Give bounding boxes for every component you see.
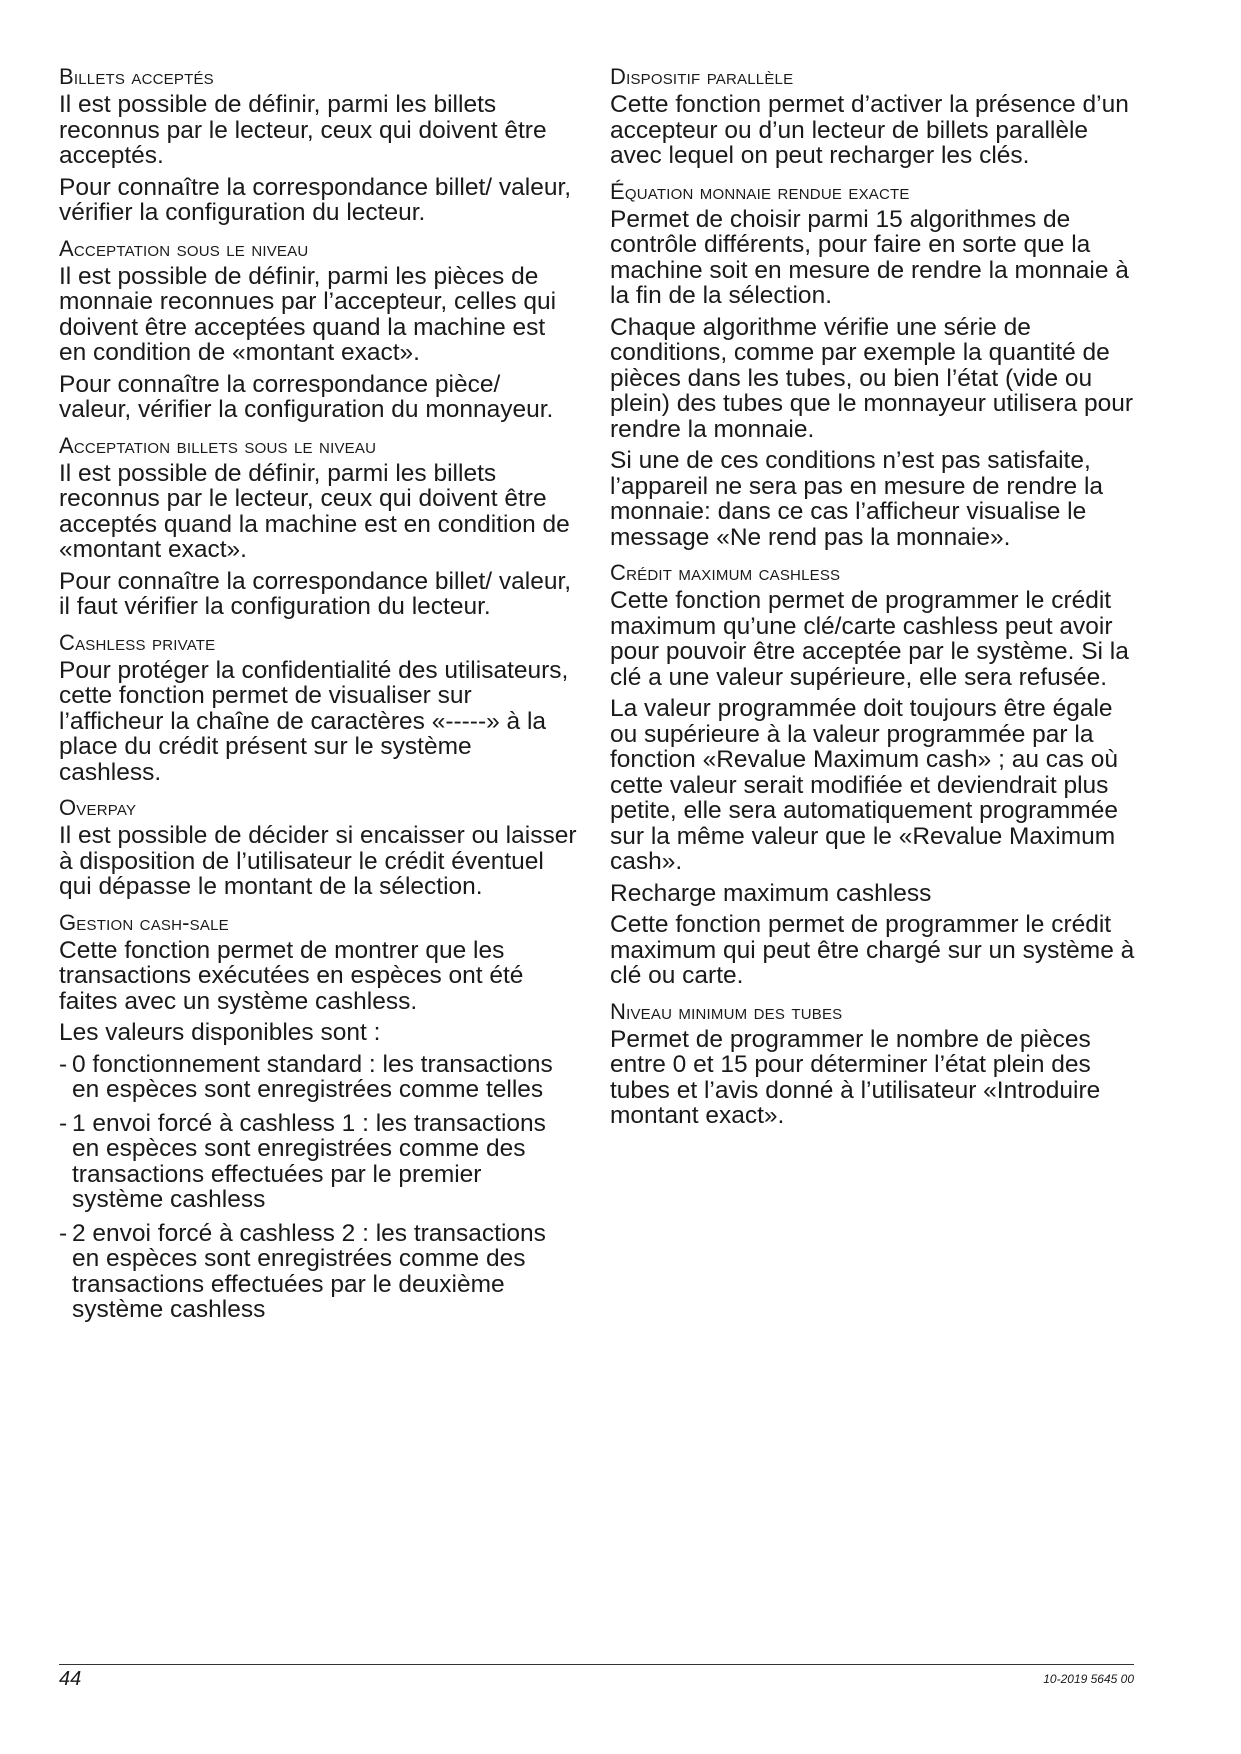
paragraph: Il est possible de définir, parmi les billets reconnus par le lecteur, ceux qui doivent être acceptés. (59, 91, 547, 169)
section-heading: Gestion cash-sale (59, 909, 229, 935)
paragraph: Recharge maximum cashless (610, 879, 932, 907)
paragraph: La valeur programmée doit toujours être égale ou supérieure à la valeur programmée par la fonction «Revalue Maximum cash» ; au cas où cette valeur serait modifiée et deviendrait plus petite, elle sera automatiquement programmée sur la même valeur que le «Revalue Maximum cash». (610, 695, 1118, 875)
paragraph: Pour connaître la correspondance billet/ valeur, vérifier la configuration du lecteur. (59, 173, 572, 226)
paragraph: Il est possible de définir, parmi les pièces de monnaie reconnues par l’accepteur, celles qui doivent être acceptées quand la machine est en condition de «montant exact». (59, 262, 557, 366)
section-gestion-cash-sale (59, 910, 579, 1323)
document-code: 10-2019 5645 00 (1043, 1672, 1134, 1686)
paragraph: Les valeurs disponibles sont : (59, 1019, 381, 1046)
list-item-text: 0 fonctionnement standard : les transactions en espèces sont enregistrées comme telles (72, 1050, 553, 1103)
section-heading: Niveau minimum des tubes (610, 998, 843, 1024)
paragraph: Il est possible de définir, parmi les billets reconnus par le lecteur, ceux qui doivent être acceptés quand la machine est en condition de «montant exact». (59, 459, 570, 563)
left-column (59, 64, 579, 1333)
footer-divider (59, 1664, 1134, 1665)
section-overpay (59, 795, 579, 900)
page-number: 44 (59, 1668, 82, 1690)
section-billets-acceptes (59, 64, 579, 226)
list-item: - 1 envoi forcé à cashless 1 : les transactions en espèces sont enregistrées comme des transactions effectuées par le premier système cashless (59, 1109, 546, 1213)
list-item-text: 2 envoi forcé à cashless 2 : les transactions en espèces sont enregistrées comme des transactions effectuées par le deuxième système cashless (72, 1219, 546, 1323)
section-cashless-private (59, 630, 579, 786)
section-heading: Acceptation sous le niveau (59, 235, 309, 261)
list-item: - 0 fonctionnement standard : les transactions en espèces sont enregistrées comme telles (59, 1050, 553, 1103)
section-dispositif-parallele (610, 64, 1140, 169)
right-column (610, 64, 1140, 1139)
section-heading: Billets acceptés (59, 64, 214, 89)
paragraph: Pour connaître la correspondance billet/ valeur, il faut vérifier la configuration du lecteur. (59, 567, 572, 620)
paragraph: Cette fonction permet de montrer que les transactions exécutées en espèces ont été faites avec un système cashless. (59, 936, 524, 1015)
section-acceptation-billets-sous-niveau (59, 433, 579, 620)
section-acceptation-sous-niveau (59, 236, 579, 423)
paragraph: Cette fonction permet de programmer le crédit maximum qui peut être chargé sur un système à clé ou carte. (610, 911, 1135, 989)
section-heading: Overpay (59, 795, 137, 820)
section-niveau-minimum (610, 999, 1140, 1129)
section-heading: Crédit maximum cashless (610, 560, 841, 585)
paragraph: Permet de choisir parmi 15 algorithmes de contrôle différents, pour faire en sorte que la machine soit en mesure de rendre la monnaie à la fin de la sélection. (610, 205, 1129, 309)
section-heading: Cashless private (59, 629, 216, 655)
section-credit-maximum (610, 560, 1140, 989)
paragraph: Permet de programmer le nombre de pièces entre 0 et 15 pour déterminer l’état plein des tubes et l’avis donné à l’utilisateur «Introduire montant exact». (610, 1025, 1101, 1129)
section-heading: Dispositif parallèle (610, 64, 794, 89)
list-item: - 2 envoi forcé à cashless 2 : les transactions en espèces sont enregistrées comme des transactions effectuées par le deuxième système cashless (59, 1219, 546, 1323)
paragraph: Pour protéger la confidentialité des utilisateurs, cette fonction permet de visualiser sur l’afficheur la chaîne de caractères «-----» à la place du crédit présent sur le système cashless. (59, 656, 569, 786)
section-heading: Acceptation billets sous le niveau (59, 432, 377, 458)
paragraph: Cette fonction permet de programmer le crédit maximum qu’une clé/carte cashless peut avoir pour pouvoir être acceptée par le système. Si la clé a une valeur supérieure, elle sera refusée. (610, 587, 1129, 691)
paragraph: Chaque algorithme vérifie une série de conditions, comme par exemple la quantité de pièces dans les tubes, ou bien l’état (vide ou plein) des tubes que le monnayeur utilisera pour rendre la monnaie. (610, 313, 1133, 443)
paragraph: Il est possible de décider si encaisser ou laisser à disposition de l’utilisateur le crédit éventuel qui dépasse le montant de la sélection. (59, 822, 577, 900)
paragraph: Si une de ces conditions n’est pas satisfaite, l’appareil ne sera pas en mesure de rendre la monnaie: dans ce cas l’afficheur visualise le message «Ne rend pas la monnaie». (610, 447, 1104, 551)
section-equation-monnaie (610, 179, 1140, 551)
paragraph: Pour connaître la correspondance pièce/ valeur, vérifier la configuration du monnayeur. (59, 370, 554, 423)
values-list (59, 1052, 579, 1323)
section-heading: Équation monnaie rendue exacte (610, 178, 910, 204)
list-item-text: 1 envoi forcé à cashless 1 : les transactions en espèces sont enregistrées comme des transactions effectuées par le premier système cashless (72, 1109, 546, 1213)
paragraph: Cette fonction permet d’activer la présence d’un accepteur ou d’un lecteur de billets parallèle avec lequel on peut recharger les clés. (610, 91, 1129, 169)
